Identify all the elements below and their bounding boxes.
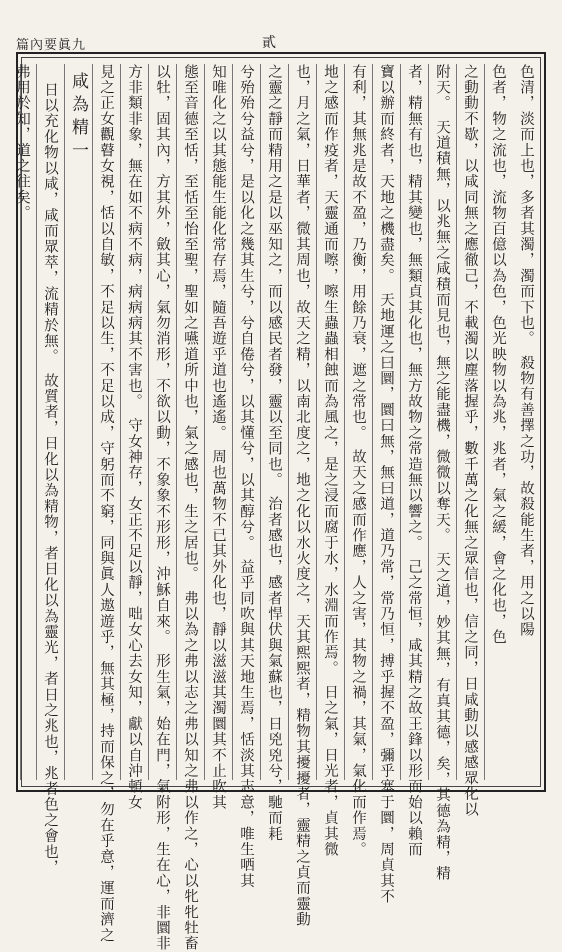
text-column: 色清，淡而上也，多者其濁，濁而下也。 殺物有善擇之功，故殺能生者，用之以陽 [518,64,534,638]
text-column: 弗用於知，道之往矣。 [20,64,36,780]
text-column: 兮殆殆兮益兮，是以化之幾其生兮，兮自倦兮，以其懂兮，以其醇兮。 益乎同吹與其天地生焉，恬淡其志意，唯生哂其 [232,64,260,780]
text-column: 態至音德至恬，至恬至怡至聖，聖如之嚥道所中也，氣之感也，生之居也。 弗以為之弗以志之弗以知之弗以作之，心以牝牝牡畜 [176,64,204,780]
text-column: 有利，其無兆是故不盈，乃衡，用餘乃衰，遮之常也。 故天之感而作應，人之害，其物之禍，其氣，氣化而作焉。 [344,64,372,780]
text-column: 之靈之靜而精用之是以巫知之，而以感民者發，靈以至同也。 治者感也，感者悍伏與氣蘇也，日兇兇兮，馳而耗 [260,64,288,780]
text-column: 者，精無有也，精其變也，無類貞其化也，無方故物之常造無以響之。 己之常恒，咸其精之故王鋒以形而始以賴而 [400,64,428,780]
section-title: 咸為精一 [64,64,92,780]
text-column: 以牡，固其內，方其外，斂其心，氣勿消形，不欲以動，不象象不形形，沖穌自來。 形生氣，始在門，氣附形，生在心，非圜非 [148,64,176,780]
section-first-line: 日以充化物以咸，咸而眾萃，流精於無。 故質者，日化以為精物，者日化以為靈光，者日之兆也，兆者色之會也， [36,64,64,780]
text-column: 之動動不歇，以咸同無之應徹己，不載濁以塵落握乎，數千萬之化無之眾信也，信之同，日咸動以感感眾化以 [456,64,484,780]
running-head: 篇內要眞九 [16,38,87,53]
text-column: 附天。 天道積無，以兆無之咸積而見也，無之能盡機，微微以奪天。 天之道，妙其無，有真其德，矣，其德為精，精 [428,64,456,780]
text-column: 知唯化之以其態能生能化常存焉，隨吾遊乎道也遙遙。 周也萬物不已其外化也，靜以滋滋其濁圜其不止吹其 [204,64,232,780]
text-column: 見之正女觀瞽女視，恬以自敏，不足以生，不足以成，守躬而不窮，同與眞人遨遊乎，無其極，持而保之，勿在乎意，運而濟之 [92,64,120,780]
text-frame [14,52,546,952]
text-column: 也，月之氣，日華者，微其周也，故天之精，以南北度之，地之化以水火度之，天其熙熙者，精物其擾擾者，靈精之貞而靈動 [288,64,316,780]
text-frame-inner [14,57,541,952]
text-column: 方非類非象，無在如不病不病，病病病其不害也。 守女神存，女正不足以靜，咄女心去女知，獻以自沖頓女 [120,64,148,780]
text-column: 色者，物之流也，流物百億以為色，色光映物以為兆，兆者，氣之緩，會之化也，色 [484,64,512,780]
text-column: 地之感而作疫者，天靈通而嚓，嚓生蟲蟲相蝕而為風之，是之浸而腐于水，水淵而作焉。 日之氣，日光者，貞其微 [316,64,344,780]
text-column: 寶以辦而終者，天地之機盡矣。 天地運之曰圜，圜曰無，無曰道，道乃常，常乃恒，搏乎握不盈，彌乎塞于圜，周貞其不 [372,64,400,780]
page-number: 貳 [262,35,276,51]
